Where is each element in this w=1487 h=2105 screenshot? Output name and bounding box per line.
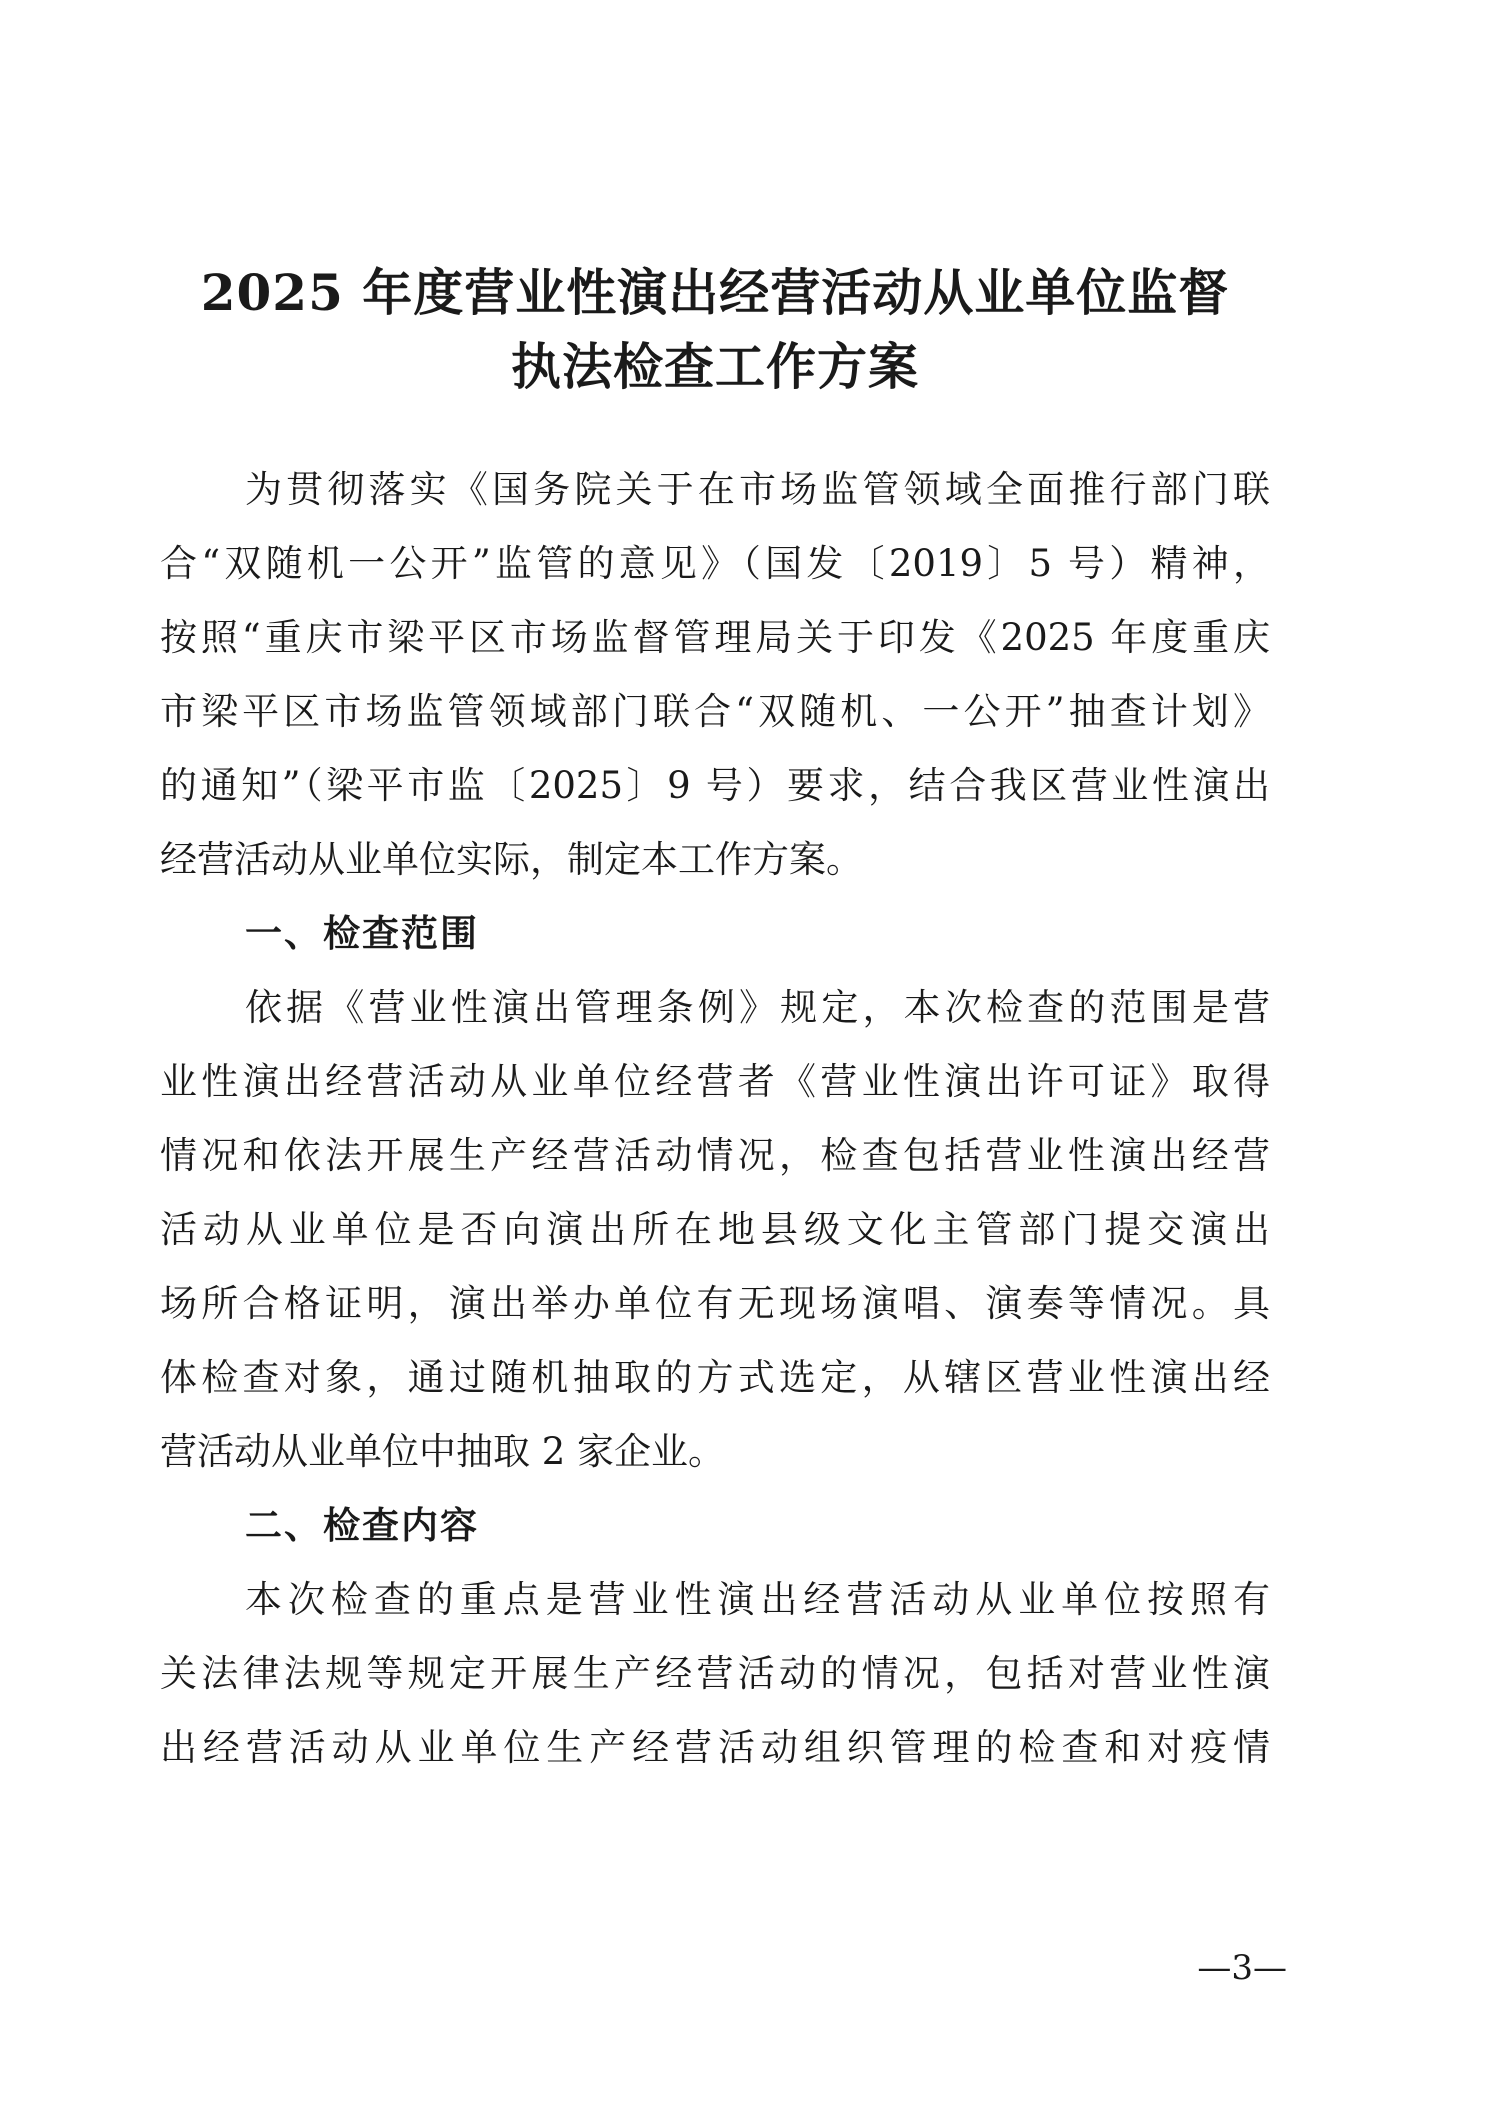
document-title-line-1: 2025 年度营业性演出经营活动从业单位监督 xyxy=(200,263,1230,322)
section-1-line-1: 依据《营业性演出管理条例》规定，本次检查的范围是营 xyxy=(245,986,1270,1029)
intro-line-2: 合“双随机一公开”监管的意见》（国发〔2019〕5 号）精神， xyxy=(160,542,1270,585)
section-2-line-1: 本次检查的重点是营业性演出经营活动从业单位按照有 xyxy=(245,1578,1270,1621)
section-1-line-6: 体检查对象，通过随机抽取的方式选定，从辖区营业性演出经 xyxy=(160,1356,1270,1399)
intro-line-3: 按照“重庆市梁平区市场监督管理局关于印发《2025 年度重庆 xyxy=(160,616,1270,659)
intro-line-1: 为贯彻落实《国务院关于在市场监管领域全面推行部门联 xyxy=(245,468,1270,511)
section-1-line-3: 情况和依法开展生产经营活动情况，检查包括营业性演出经营 xyxy=(160,1134,1270,1177)
section-2-line-2: 关法律法规等规定开展生产经营活动的情况，包括对营业性演 xyxy=(160,1652,1270,1695)
intro-line-5: 的通知”（梁平市监〔2025〕9 号）要求，结合我区营业性演出 xyxy=(160,764,1270,807)
section-1-line-4: 活动从业单位是否向演出所在地县级文化主管部门提交演出 xyxy=(160,1208,1270,1251)
section-1-line-7: 营活动从业单位中抽取 2 家企业。 xyxy=(160,1430,726,1473)
intro-line-4: 市梁平区市场监管领域部门联合“双随机、一公开”抽查计划》 xyxy=(160,690,1270,733)
section-1-heading: 一、检查范围 xyxy=(245,912,479,955)
page-number: —3— xyxy=(1197,1948,1287,1988)
section-1-line-2: 业性演出经营活动从业单位经营者《营业性演出许可证》取得 xyxy=(160,1060,1270,1103)
document-title-line-2: 执法检查工作方案 xyxy=(511,337,919,396)
section-2-line-3: 出经营活动从业单位生产经营活动组织管理的检查和对疫情 xyxy=(160,1726,1270,1769)
section-1-line-5: 场所合格证明，演出举办单位有无现场演唱、演奏等情况。具 xyxy=(160,1282,1270,1325)
section-2-heading: 二、检查内容 xyxy=(245,1504,479,1547)
intro-line-6: 经营活动从业单位实际，制定本工作方案。 xyxy=(160,838,863,881)
